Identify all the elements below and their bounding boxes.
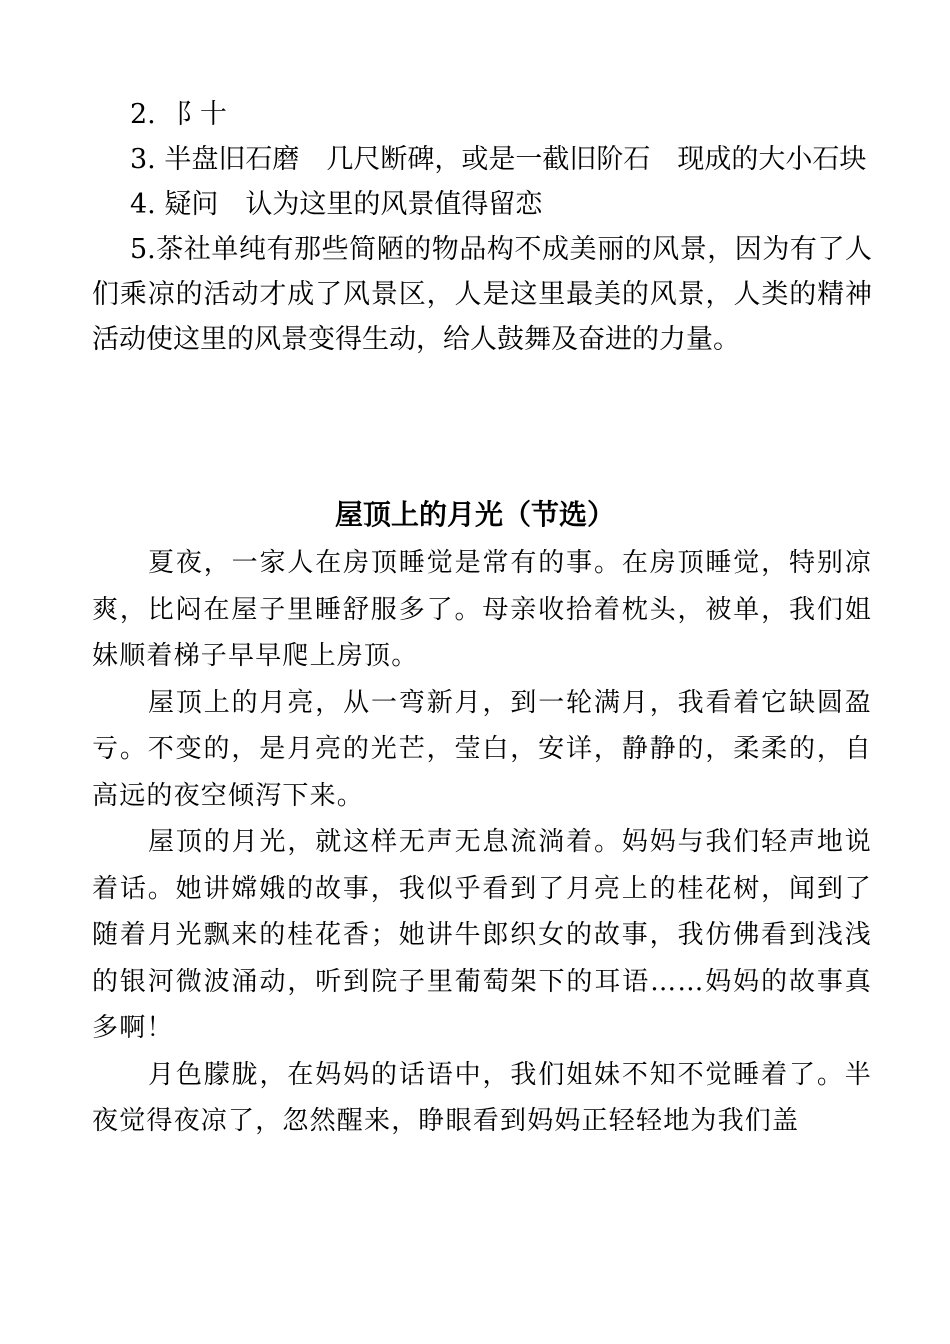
answer-list [92,92,872,362]
answer-item-3: 3. 半盘旧石磨 几尺断碑，或是一截旧阶石 现成的大小石块 [130,144,867,175]
essay-paragraph-3: 屋顶的月光，就这样无声无息流淌着。妈妈与我们轻声地说着话。她讲嫦娥的故事，我似乎看到了月亮上的桂花树，闻到了随着月光飘来的桂花香；她讲牛郎织女的故事，我仿佛看到浅浅的银河微波涌动，听到院子里葡萄架下的耳语……妈妈的故事真多啊！ [92,827,872,1043]
answer-item-5: 5.茶社单纯有那些简陋的物品构不成美丽的风景，因为有了人们乘凉的活动才成了风景区，人是这里最美的风景，人类的精神活动使这里的风景变得生动，给人鼓舞及奋进的力量。 [92,234,872,355]
answer-item-2: 2. ⻏ 十 [130,99,227,130]
answer-item-4: 4. 疑问 认为这里的风景值得留恋 [130,189,543,220]
essay-paragraph-1: 夏夜，一家人在房顶睡觉是常有的事。在房顶睡觉，特别凉爽，比闷在屋子里睡舒服多了。母亲收拾着枕头，被单，我们姐妹顺着梯子早早爬上房顶。 [92,548,872,671]
essay-title: 屋顶上的月光（节选） [334,498,615,531]
essay-body [92,540,872,1145]
essay-paragraph-4: 月色朦胧，在妈妈的话语中，我们姐妹不知不觉睡着了。半夜觉得夜凉了，忽然醒来，睁眼看到妈妈正轻轻地为我们盖 [92,1059,872,1136]
essay-paragraph-2: 屋顶上的月亮，从一弯新月，到一轮满月，我看着它缺圆盈亏。不变的，是月亮的光芒，莹白，安详，静静的，柔柔的，自高远的夜空倾泻下来。 [92,687,872,811]
